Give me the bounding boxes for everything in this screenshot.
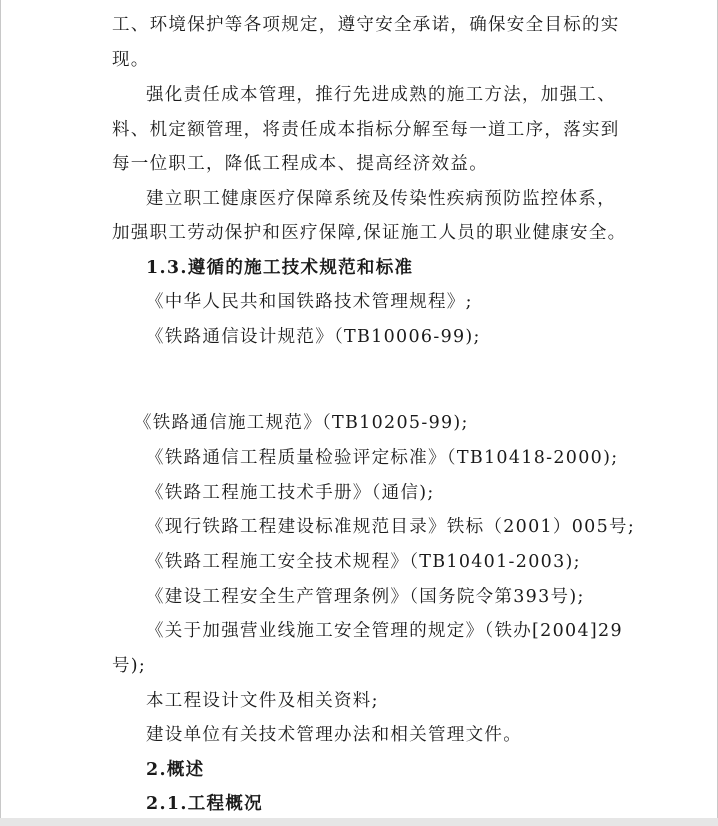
- paragraph-first-line: 建立职工健康医疗保障系统及传染性疾病预防监控体系，: [146, 189, 616, 209]
- standard-list-item: 《铁路通信工程质量检验评定标准》（TB10418-2000);: [146, 448, 619, 468]
- body-text-line: 号);: [112, 656, 147, 676]
- standard-list-item: 本工程设计文件及相关资料;: [146, 691, 379, 711]
- body-text-line: 料、机定额管理，将责任成本指标分解至每一道工序，落实到: [112, 120, 620, 140]
- body-text-line: 加强职工劳动保护和医疗保障,保证施工人员的职业健康安全。: [112, 223, 627, 243]
- standard-list-item: 《中华人民共和国铁路技术管理规程》;: [146, 292, 473, 312]
- page-left-edge: [0, 0, 1, 826]
- body-text-line: 工、环境保护等各项规定，遵守安全承诺，确保安全目标的实: [112, 15, 620, 35]
- standard-list-item: 《铁路工程施工安全技术规程》（TB10401-2003);: [146, 552, 581, 572]
- section-heading-2-1: 2.1.工程概况: [146, 794, 263, 814]
- standard-list-item: 《现行铁路工程建设标准规范目录》铁标（2001）005号;: [146, 517, 636, 537]
- paragraph-first-line: 强化责任成本管理，推行先进成熟的施工方法，加强工、: [146, 85, 616, 105]
- standard-list-item: 建设单位有关技术管理办法和相关管理文件。: [146, 725, 522, 745]
- section-heading-1-3: 1.3.遵循的施工技术规范和标准: [146, 258, 414, 278]
- section-heading-2: 2.概述: [146, 760, 205, 780]
- standard-list-item: 《建设工程安全生产管理条例》（国务院令第393号);: [146, 587, 585, 607]
- body-text-line: 现。: [112, 50, 150, 70]
- standard-list-item: 《铁路通信施工规范》（TB10205-99);: [134, 413, 469, 433]
- standard-list-item: 《铁路通信设计规范》（TB10006-99);: [146, 327, 481, 347]
- standard-list-item: 《关于加强营业线施工安全管理的规定》（铁办[2004]29: [146, 621, 623, 641]
- standard-list-item: 《铁路工程施工技术手册》（通信);: [146, 483, 435, 503]
- page-bottom-shade: [0, 818, 718, 826]
- body-text-line: 每一位职工，降低工程成本、提高经济效益。: [112, 154, 488, 174]
